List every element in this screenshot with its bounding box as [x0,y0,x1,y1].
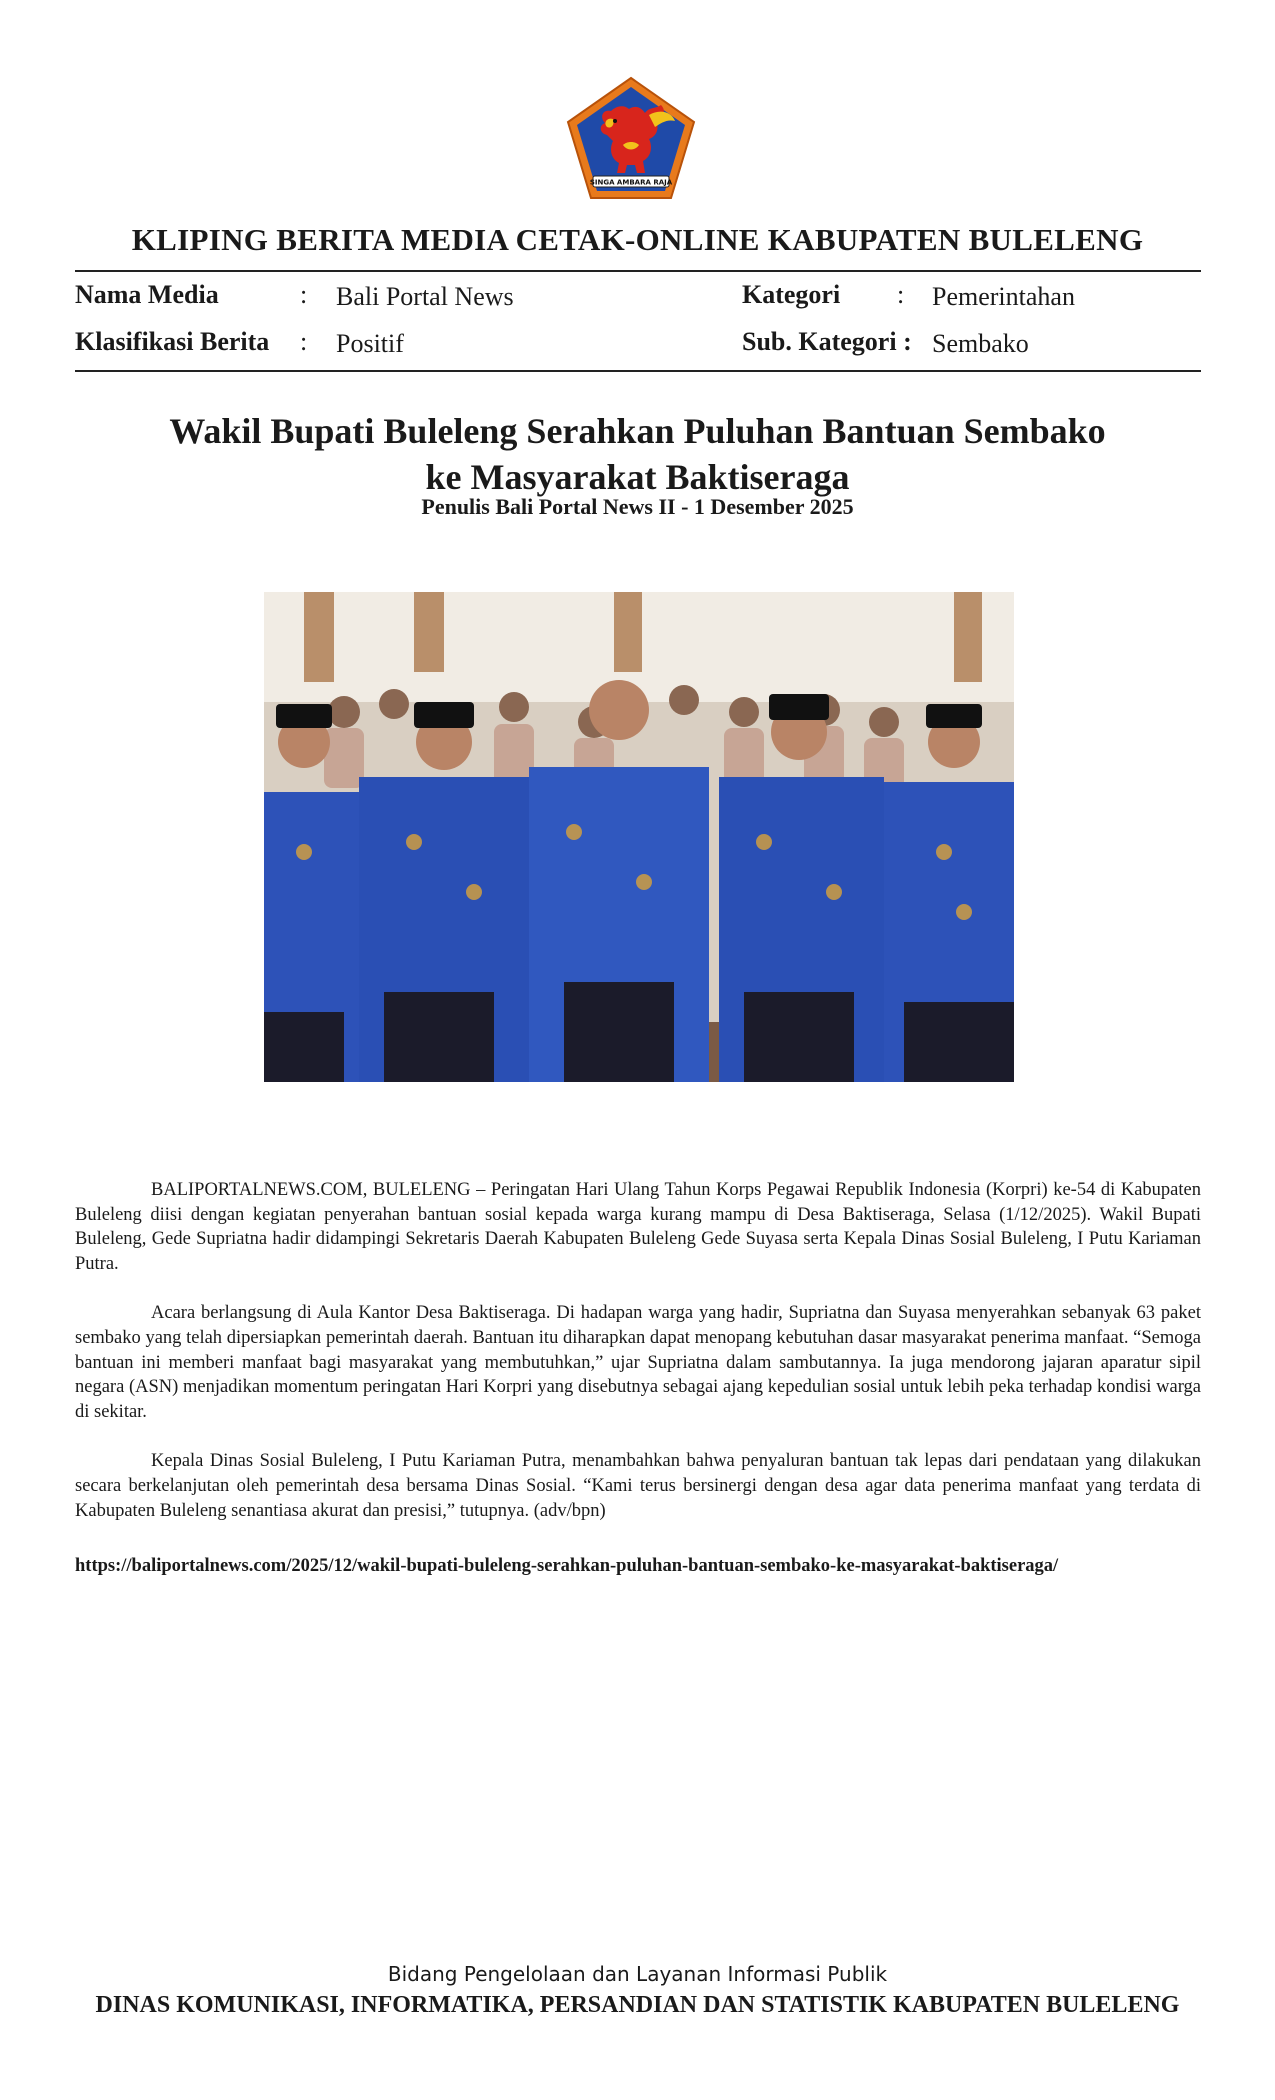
buleleng-emblem-logo [563,75,699,201]
article-paragraph-2: Acara berlangsung di Aula Kantor Desa Baktiseraga. Di hadapan warga yang hadir, Supriatna dan Suyasa menyerahkan sebanyak 63 paket sembako yang telah dipersiapkan pemerintah daerah. Bantuan itu diharapkan dapat menopang kebutuhan dasar masyarakat penerima manfaat. “Semoga bantuan ini memberi manfaat bagi masyarakat yang membutuhkan,” ujar Supriatna dalam sambutannya. Ia juga mendorong jajaran aparatur sipil negara (ASN) menjadikan momentum peringatan Hari Korpri yang disebutnya sebagai ajang kepedulian sosial untuk lebih peka terhadap kondisi warga di sekitar. [75,1303,1201,1422]
article-paragraph-1: BALIPORTALNEWS.COM, BULELENG – Peringatan Hari Ulang Tahun Korps Pegawai Republik Indonesia (Korpri) ke-54 di Kabupaten Buleleng diisi dengan kegiatan penyerahan bantuan sosial kepada warga kurang mampu di Desa Baktiseraga, Selasa (1/12/2025). Wakil Bupati Buleleng, Gede Supriatna hadir didampingi Sekretaris Daerah Kabupaten Buleleng Gede Suyasa serta Kepala Dinas Sosial Buleleng, I Putu Kariaman Putra. [75,1180,1201,1274]
classification-value: Positif [336,329,404,358]
article-byline: Penulis Bali Portal News II - 1 Desember 2025 [421,494,854,519]
logo-motto: SINGA AMBARA RAJA [589,178,673,187]
article-title-line-2: ke Masyarakat Baktiseraga [425,457,850,497]
article-title [0,408,1275,500]
article-photo [264,592,1014,1082]
top-rule [75,270,1201,272]
article-paragraph-3: Kepala Dinas Sosial Buleleng, I Putu Kariaman Putra, menambahkan bahwa penyaluran bantuan tak lepas dari pendataan yang dilakukan secara berkelanjutan oleh pemerintah desa bersama Dinas Sosial. “Kami terus bersinergi dengan desa agar data penerima manfaat yang terdata di Kabupaten Buleleng senantiasa akurat dan presisi,” tutupnya. (adv/bpn) [75,1451,1201,1521]
footer-agency: DINAS KOMUNIKASI, INFORMATIKA, PERSANDIAN DAN STATISTIK KABUPATEN BULELENG [95,1992,1180,2018]
source-link[interactable]: https://baliportalnews.com/2025/12/wakil-bupati-buleleng-serahkan-puluhan-bantuan-sembako-ke-masyarakat-baktiseraga/ [75,1556,1059,1576]
subcategory-label: Sub. Kategori : [742,327,912,356]
document-title: KLIPING BERITA MEDIA CETAK-ONLINE KABUPATEN BULELENG [131,222,1144,257]
category-value: Pemerintahan [932,282,1075,311]
classification-separator: : [300,327,308,356]
article-body [75,1178,1201,1548]
category-separator: : [897,280,905,309]
classification-label: Klasifikasi Berita [75,327,270,356]
media-value: Bali Portal News [336,282,514,311]
meta-bottom-rule [75,370,1201,372]
media-label: Nama Media [75,280,219,309]
footer-division: Bidang Pengelolaan dan Layanan Informasi Publik [387,1962,888,1986]
subcategory-value: Sembako [932,329,1029,358]
category-label: Kategori [742,280,841,309]
article-title-line-1: Wakil Bupati Buleleng Serahkan Puluhan Bantuan Sembako [169,411,1106,451]
media-separator: : [300,280,308,309]
